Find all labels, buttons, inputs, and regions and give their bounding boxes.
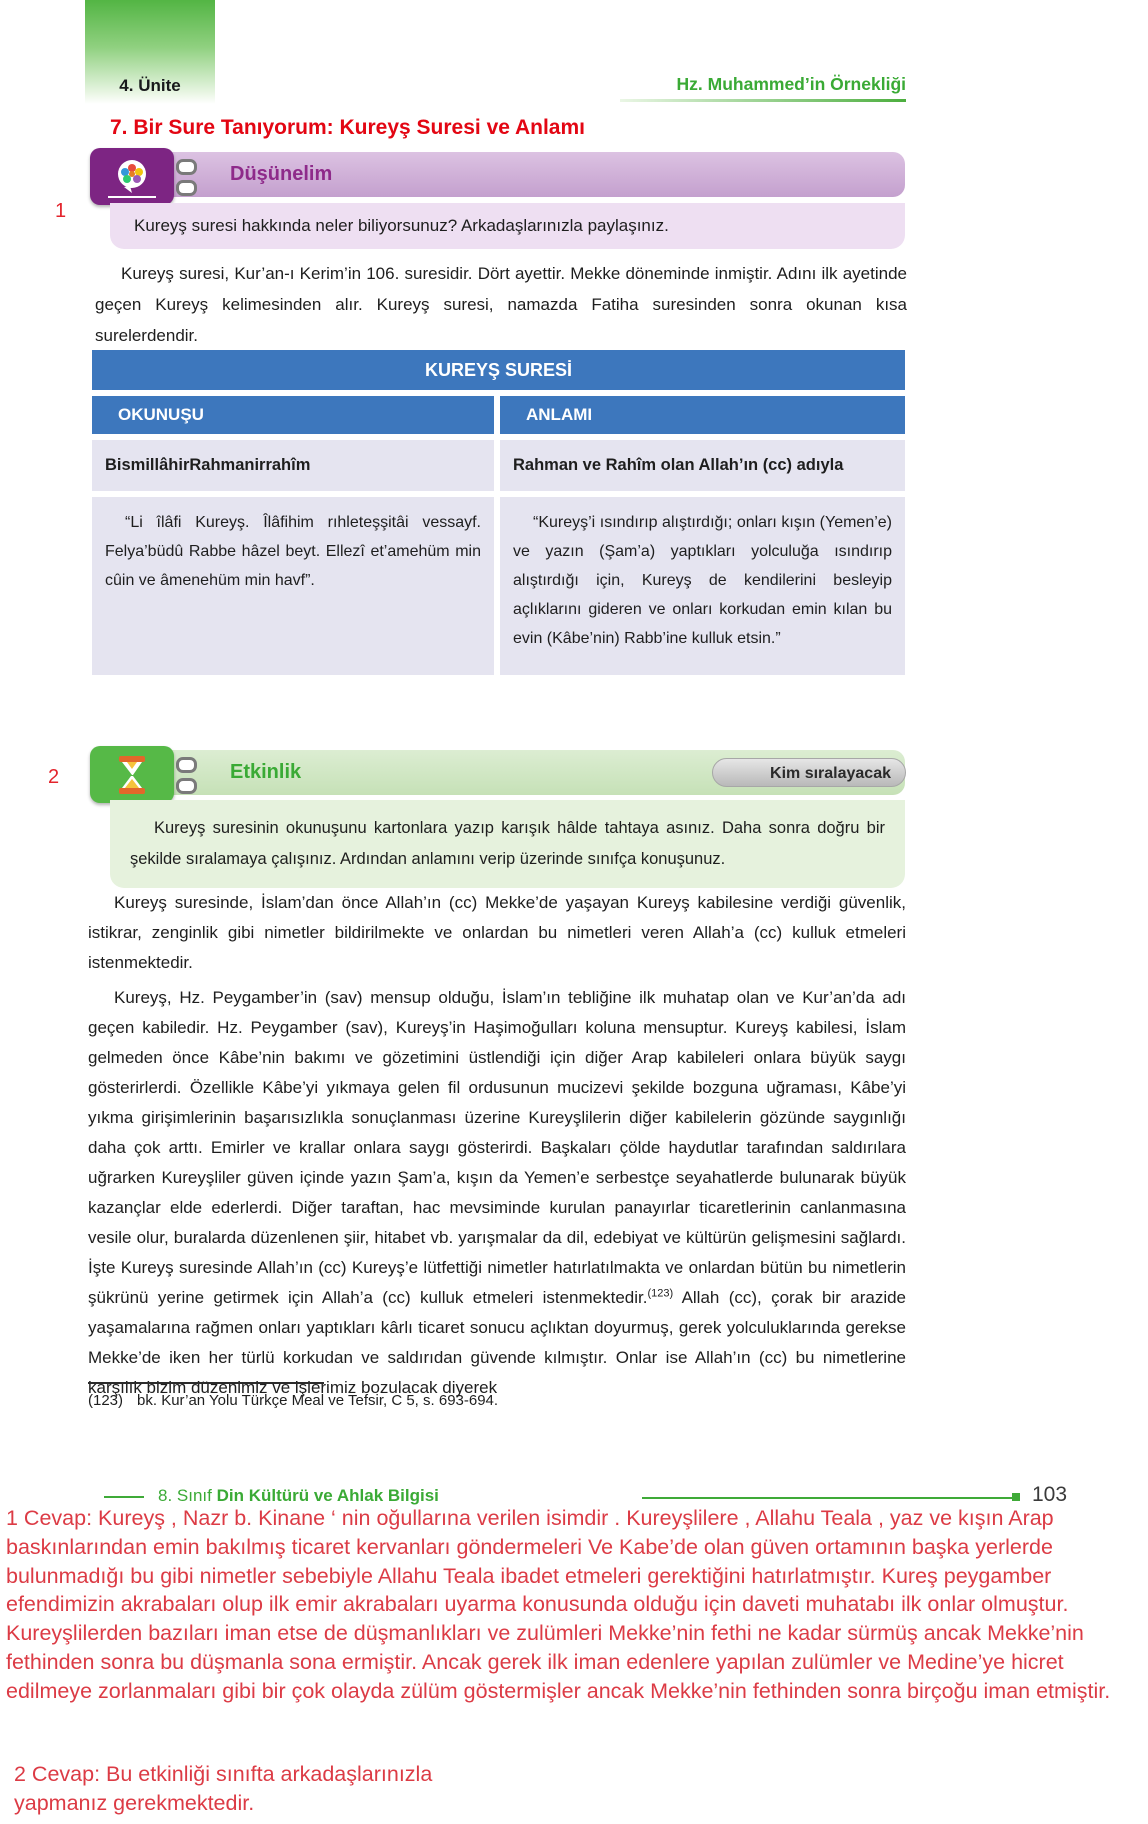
dusunelim-banner bbox=[100, 152, 905, 197]
unit-title-underline bbox=[620, 99, 906, 102]
etkinlik-label: Etkinlik bbox=[230, 761, 302, 783]
dusunelim-question: Kureyş suresi hakkında neler biliyorsunuz? Arkadaşlarınızla paylaşınız. bbox=[134, 216, 669, 235]
etkinlik-body-box bbox=[110, 800, 905, 888]
table-title: KUREYŞ SURESİ bbox=[92, 350, 905, 390]
footer-grade: 8. Sınıf bbox=[158, 1486, 217, 1505]
etkinlik-banner bbox=[100, 750, 905, 795]
footnote-number: (123) bbox=[88, 1392, 124, 1409]
page-number: 103 bbox=[1032, 1483, 1068, 1506]
footnote bbox=[88, 1392, 498, 1409]
cell-sure-okunus: “Li îlâfi Kureyş. Îlâfihim rıhleteşşitâi vessayf. Felya’büdû Rabbe hâzel beyt. Ellezî et’amehüm min cûin ve âmenehüm min havf”. bbox=[92, 497, 494, 675]
hourglass-icon bbox=[115, 754, 149, 796]
handwritten-answer-1: 1 Cevap: Kureyş , Nazr b. Kinane ‘ nin oğullarına verilen isimdir . Kureyşlilere , Allahu Teala , yaz ve kışın Arap baskınlarından emin bakılmış ticaret kervanları göndermeleri Ve Kabe’de olan güven ortamının başka yerlerde bulunmadığı bu gibi nimetler sebebiyle Allahu Teala ibadet etmeleri gerektiğini hatırlatmıştır. Kureş peygamber efendimizin akrabaları olup ilk emir akrabaları uyarma konusunda olduğu için daveti muhatabı ilk onlar olmuştur. Kureyşlilerden bazıları iman etse de düşmanlıkları ve zulümleri Mekke’nin fethi ne kadar sürmüş ancak Mekke’nin fethinden sonra bu düşmanla sona ermiştir. Ancak gerek ilk iman edenlere yapılan zulümler ve Medine’ye hicret edilmeye zorlanmaları gibi bir çok olayda zülüm göstermişler ancak Mekke’nin fethinden sonra birçoğu iman etmiştir. bbox=[6, 1506, 1111, 1703]
body-text bbox=[88, 888, 906, 1408]
margin-number-1: 1 bbox=[55, 200, 67, 222]
unit-tab bbox=[85, 0, 215, 104]
binder-ring-icon bbox=[176, 778, 197, 794]
answer-2-line-2: yapmanız gerekmektedir. bbox=[14, 1791, 255, 1815]
cell-basmala-anlam: Rahman ve Rahîm olan Allah’ın (cc) adıyla bbox=[500, 440, 905, 491]
table-grid bbox=[92, 396, 905, 675]
intro-paragraph: Kureyş suresi, Kur’an-ı Kerim’in 106. suresidir. Dört ayettir. Mekke döneminde inmiştir. Adını ilk ayetinde geçen Kureyş kelimesinden alır. Kureyş suresi, namazda Fatiha suresinden sonra okunan kısa surelerdendir. bbox=[95, 264, 907, 345]
dusunelim-icon-box bbox=[90, 148, 174, 205]
body-paragraph-1: Kureyş suresinde, İslam’dan önce Allah’ın (cc) Mekke’de yaşayan Kureyş kabilesine verdiği güvenlik, istikrar, zenginlik gibi nimetler bildirilmekte ve onlardan bu nimetleri veren Allah’a (cc) kulluk etmeleri istenmektedir. bbox=[88, 893, 906, 972]
answer-2-line-1: 2 Cevap: Bu etkinliği sınıfta arkadaşlarınızla bbox=[14, 1762, 433, 1786]
footer-book-label bbox=[158, 1486, 439, 1506]
dusunelim-label: Düşünelim bbox=[230, 163, 333, 185]
footnote-reference: (123) bbox=[647, 1287, 674, 1300]
section-title: 7. Bir Sure Tanıyorum: Kureyş Suresi ve Anlamı bbox=[110, 116, 585, 139]
column-header-okunusu: OKUNUŞU bbox=[92, 396, 494, 434]
column-header-anlami: ANLAMI bbox=[500, 396, 905, 434]
think-bubble-icon bbox=[110, 157, 154, 197]
binder-ring-icon bbox=[176, 159, 197, 175]
footer-book-title: Din Kültürü ve Ahlak Bilgisi bbox=[216, 1486, 439, 1505]
paragraph-2-continuation: Allah (cc), çorak bir arazide yaşamalarına rağmen onları yaptıkları kârlı ticaret sonucu açlıktan doyurmuş, gerek yolculuklarında gerekse Mekke’de iken her türlü korkudan ve saldırıdan güvende kılmıştır. Onlar ise Allah’ın (cc) bu nimetlerine karşılık bizim düzenimiz ve işlerimiz bozulacak diyerek bbox=[88, 1288, 907, 1397]
etkinlik-body: Kureyş suresinin okunuşunu kartonlara yazıp karışık hâlde tahtaya asınız. Daha sonra doğru bir şekilde sıralamaya çalışınız. Ardından anlamını verip üzerinde sınıfça konuşunuz. bbox=[130, 819, 885, 868]
footnote-divider bbox=[88, 1382, 324, 1384]
unit-title: Hz. Muhammed’in Örnekliği bbox=[676, 74, 906, 94]
footer-line bbox=[642, 1497, 1012, 1499]
cell-sure-anlam: “Kureyş’i ısındırıp alıştırdığı; onları kışın (Yemen’e) ve yazın (Şam’a) yaptıkları yolculuğa ısındırıp alıştırdığı için, Kureyş de kendilerini besleyip açlıklarını gideren ve onları korkudan emin kılan bu evin (Kâbe’nin) Rabb’ine kulluk etsin.” bbox=[500, 497, 905, 675]
handwritten-answer-2 bbox=[14, 1760, 432, 1818]
margin-number-2: 2 bbox=[48, 766, 60, 788]
binder-ring-icon bbox=[176, 180, 197, 196]
footer-dash bbox=[104, 1496, 144, 1498]
cell-basmala-okunus: BismillâhirRahmanirrahîm bbox=[92, 440, 494, 491]
footer-line-endcap bbox=[1012, 1493, 1020, 1501]
body-paragraph-2 bbox=[88, 983, 906, 1403]
icon-underline bbox=[108, 196, 156, 198]
footnote-text: bk. Kur’an Yolu Türkçe Meal ve Tefsir, C 5, s. 693-694. bbox=[137, 1392, 499, 1409]
dusunelim-question-box bbox=[110, 203, 905, 249]
binder-ring-icon bbox=[176, 757, 197, 773]
etkinlik-badge: Kim sıralayacak bbox=[712, 758, 906, 787]
etkinlik-icon-box bbox=[90, 746, 174, 803]
paragraph-2-text: Kureyş, Hz. Peygamber’in (sav) mensup olduğu, İslam’ın tebliğine ilk muhatap olan ve Kur’an’da adı geçen kabiledir. Hz. Peygamber (sav), Kureyş’in Haşimoğulları koluna mensuptur. Kureyş kabilesi, İslam gelmeden önce Kâbe’nin bakımı ve gözetimini üstlendiği için diğer Arap kabileleri onlara büyük saygı gösterirlerdi. Özellikle Kâbe’yi yıkmaya gelen fil ordusunun mucizevi şekilde bozguna uğraması, Kâbe’yi yıkma girişimlerinin başarısızlıkla sonuçlanması üzerine Kureyşlilerin diğer kabilelerin gözünde saygınlığı daha çok arttı. Emirler ve krallar onlara saygı gösterirdi. Başkaları çölde haydutlar tarafından saldırılara uğrarken Kureyşliler güven içinde yazın Şam’a, kışın da Yemen’e serbestçe seyahatlerde bulunarak büyük kazançlar elde ederlerdi. Diğer taraftan, hac mevsiminde kurulan panayırlar ticaretlerinin canlanmasına vesile olur, buralarda düzenlenen şiir, hitabet vb. yarışmalar da dil, edebiyat ve kültürün gelişmesini sağlardı. İşte Kureyş suresinde Allah’ın (cc) Kureyş’e lütfettiği nimetler hatırlatılmakta ve onlardan bütün bu nimetlerin şükrünü yerine getirmek için Allah’a (cc) kulluk etmeleri istenmektedir. bbox=[88, 988, 906, 1307]
sura-table bbox=[92, 350, 905, 675]
unit-label: 4. Ünite bbox=[119, 76, 181, 95]
